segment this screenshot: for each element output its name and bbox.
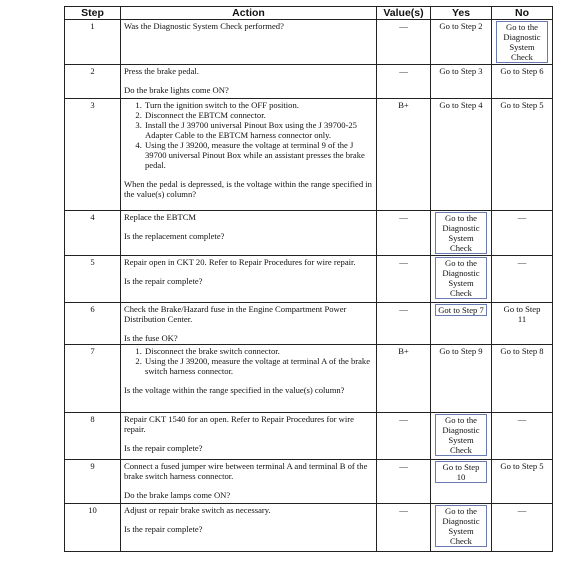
- table-row: [65, 460, 553, 504]
- action-instruction: Repair CKT 1540 for an open. Refer to Repair Procedures for wire repair.: [124, 414, 354, 434]
- outcome-text: [496, 21, 548, 63]
- no-cell: [492, 256, 553, 303]
- outcome-line: Diagnostic: [442, 223, 480, 233]
- outcome-text: Go to Step 5: [500, 100, 544, 110]
- table-row: [65, 256, 553, 303]
- outcome-line: System: [448, 435, 474, 445]
- table-row: [65, 20, 553, 65]
- outcome-text: Go to Step 4: [439, 100, 483, 110]
- action-question: Is the replacement complete?: [124, 231, 225, 241]
- value-cell: B+: [377, 345, 431, 413]
- outcome-line: System: [509, 42, 535, 52]
- outcome-text: [435, 257, 487, 299]
- no-cell: [492, 211, 553, 256]
- value-cell: —: [377, 303, 431, 345]
- outcome-line: System: [448, 278, 474, 288]
- step-number: 7: [65, 345, 121, 413]
- header-yes: Yes: [431, 7, 492, 20]
- yes-cell: [431, 65, 492, 99]
- outcome-text: Go to Step 2: [439, 21, 483, 31]
- outcome-text: Go to Step 9: [439, 346, 483, 356]
- action-instruction: Was the Diagnostic System Check performed?: [124, 21, 284, 31]
- action-cell: [121, 345, 377, 413]
- outcome-line: Go to the: [445, 213, 477, 223]
- action-step: 2. Disconnect the EBTCM connector.: [144, 110, 373, 120]
- action-step: 2. Using the J 39200, measure the voltage at terminal A of the brake switch harness connector.: [144, 356, 373, 376]
- yes-cell: [431, 303, 492, 345]
- table-row: [65, 65, 553, 99]
- action-question: Is the repair complete?: [124, 276, 203, 286]
- outcome-line: Diagnostic: [442, 268, 480, 278]
- value-cell: B+: [377, 99, 431, 211]
- yes-cell: [431, 99, 492, 211]
- step-number: 5: [65, 256, 121, 303]
- outcome-text: Got to Step 7: [435, 304, 487, 316]
- outcome-text: [435, 461, 487, 483]
- action-question: Do the brake lights come ON?: [124, 85, 229, 95]
- yes-cell: [431, 504, 492, 552]
- action-cell: [121, 256, 377, 303]
- action-cell: [121, 99, 377, 211]
- no-cell: [492, 504, 553, 552]
- header-step: Step: [65, 7, 121, 20]
- outcome-text: —: [517, 414, 527, 424]
- table-row: [65, 211, 553, 256]
- outcome-line: System: [448, 526, 474, 536]
- yes-cell: [431, 345, 492, 413]
- table-row: [65, 303, 553, 345]
- action-cell: [121, 413, 377, 460]
- outcome-line: Check: [511, 52, 533, 62]
- action-step: 4. Using the J 39200, measure the voltage at terminal 9 of the J 39700 universal Pinout Box while an assistant presses the brake pedal.: [144, 140, 373, 170]
- outcome-line: 11: [517, 314, 527, 324]
- outcome-text: Go to Step 5: [500, 461, 544, 471]
- outcome-text: [435, 212, 487, 254]
- outcome-line: Go to the: [506, 22, 538, 32]
- action-instruction: Repair open in CKT 20. Refer to Repair Procedures for wire repair.: [124, 257, 356, 267]
- action-steps-list: [124, 346, 373, 376]
- outcome-line: Go to the: [445, 506, 477, 516]
- value-cell: —: [377, 504, 431, 552]
- action-steps-list: [124, 100, 373, 170]
- step-number: 3: [65, 99, 121, 211]
- outcome-line: Check: [450, 243, 472, 253]
- step-number: 4: [65, 211, 121, 256]
- no-cell: [492, 65, 553, 99]
- value-cell: —: [377, 65, 431, 99]
- outcome-text: —: [517, 212, 527, 222]
- action-instruction: Replace the EBTCM: [124, 212, 197, 222]
- outcome-line: System: [448, 233, 474, 243]
- header-row: [65, 7, 553, 20]
- action-step: 1. Disconnect the brake switch connector.: [144, 346, 373, 356]
- header-no: No: [492, 7, 553, 20]
- table-row: [65, 413, 553, 460]
- action-instruction: Check the Brake/Hazard fuse in the Engine Compartment Power Distribution Center.: [124, 304, 347, 324]
- action-step: 1. Turn the ignition switch to the OFF position.: [144, 100, 373, 110]
- outcome-text: Go to Step 8: [500, 346, 544, 356]
- outcome-text: Go to Step 3: [439, 66, 483, 76]
- action-question: Is the repair complete?: [124, 524, 203, 534]
- outcome-line: Go to Step: [442, 462, 480, 472]
- action-cell: [121, 211, 377, 256]
- action-cell: [121, 460, 377, 504]
- no-cell: [492, 20, 553, 65]
- action-instruction: Connect a fused jumper wire between terminal A and terminal B of the brake switch harness connector.: [124, 461, 368, 481]
- no-cell: [492, 99, 553, 211]
- outcome-line: Diagnostic: [503, 32, 541, 42]
- step-number: 10: [65, 504, 121, 552]
- step-number: 9: [65, 460, 121, 504]
- outcome-line: Check: [450, 288, 472, 298]
- outcome-line: Go to the: [445, 415, 477, 425]
- outcome-line: Diagnostic: [442, 425, 480, 435]
- action-question: When the pedal is depressed, is the voltage within the range specified in the value(s) column?: [124, 179, 372, 199]
- table-row: [65, 99, 553, 211]
- step-number: 6: [65, 303, 121, 345]
- table-row: [65, 504, 553, 552]
- value-cell: —: [377, 256, 431, 303]
- action-cell: [121, 20, 377, 65]
- outcome-line: 10: [456, 472, 466, 482]
- header-values: Value(s): [377, 7, 431, 20]
- action-instruction: Adjust or repair brake switch as necessary.: [124, 505, 271, 515]
- value-cell: —: [377, 460, 431, 504]
- outcome-text: [435, 414, 487, 456]
- yes-cell: [431, 20, 492, 65]
- no-cell: [492, 303, 553, 345]
- yes-cell: [431, 256, 492, 303]
- action-question: Is the voltage within the range specified in the value(s) column?: [124, 385, 345, 395]
- yes-cell: [431, 211, 492, 256]
- yes-cell: [431, 460, 492, 504]
- header-action: Action: [121, 7, 377, 20]
- outcome-text: [504, 304, 541, 324]
- outcome-line: Go to Step: [503, 304, 541, 314]
- yes-cell: [431, 413, 492, 460]
- outcome-text: Go to Step 6: [500, 66, 544, 76]
- outcome-text: —: [517, 505, 527, 515]
- action-instruction: Press the brake pedal.: [124, 66, 199, 76]
- action-question: Is the repair complete?: [124, 443, 203, 453]
- step-number: 1: [65, 20, 121, 65]
- no-cell: [492, 345, 553, 413]
- outcome-line: Diagnostic: [442, 516, 480, 526]
- outcome-line: Go to the: [445, 258, 477, 268]
- value-cell: —: [377, 20, 431, 65]
- diagnostic-table: [64, 6, 553, 552]
- action-question: Is the fuse OK?: [124, 333, 178, 343]
- action-cell: [121, 65, 377, 99]
- action-question: Do the brake lamps come ON?: [124, 490, 231, 500]
- outcome-line: Check: [450, 536, 472, 546]
- action-step: 3. Install the J 39700 universal Pinout Box using the J 39700-25 Adapter Cable to the EBTCM harness connector only.: [144, 120, 373, 140]
- step-number: 8: [65, 413, 121, 460]
- no-cell: [492, 460, 553, 504]
- value-cell: —: [377, 413, 431, 460]
- step-number: 2: [65, 65, 121, 99]
- outcome-line: Check: [450, 445, 472, 455]
- outcome-text: —: [517, 257, 527, 267]
- table-row: [65, 345, 553, 413]
- outcome-text: [435, 505, 487, 547]
- value-cell: —: [377, 211, 431, 256]
- action-cell: [121, 504, 377, 552]
- table-body: [65, 20, 553, 552]
- action-cell: [121, 303, 377, 345]
- no-cell: [492, 413, 553, 460]
